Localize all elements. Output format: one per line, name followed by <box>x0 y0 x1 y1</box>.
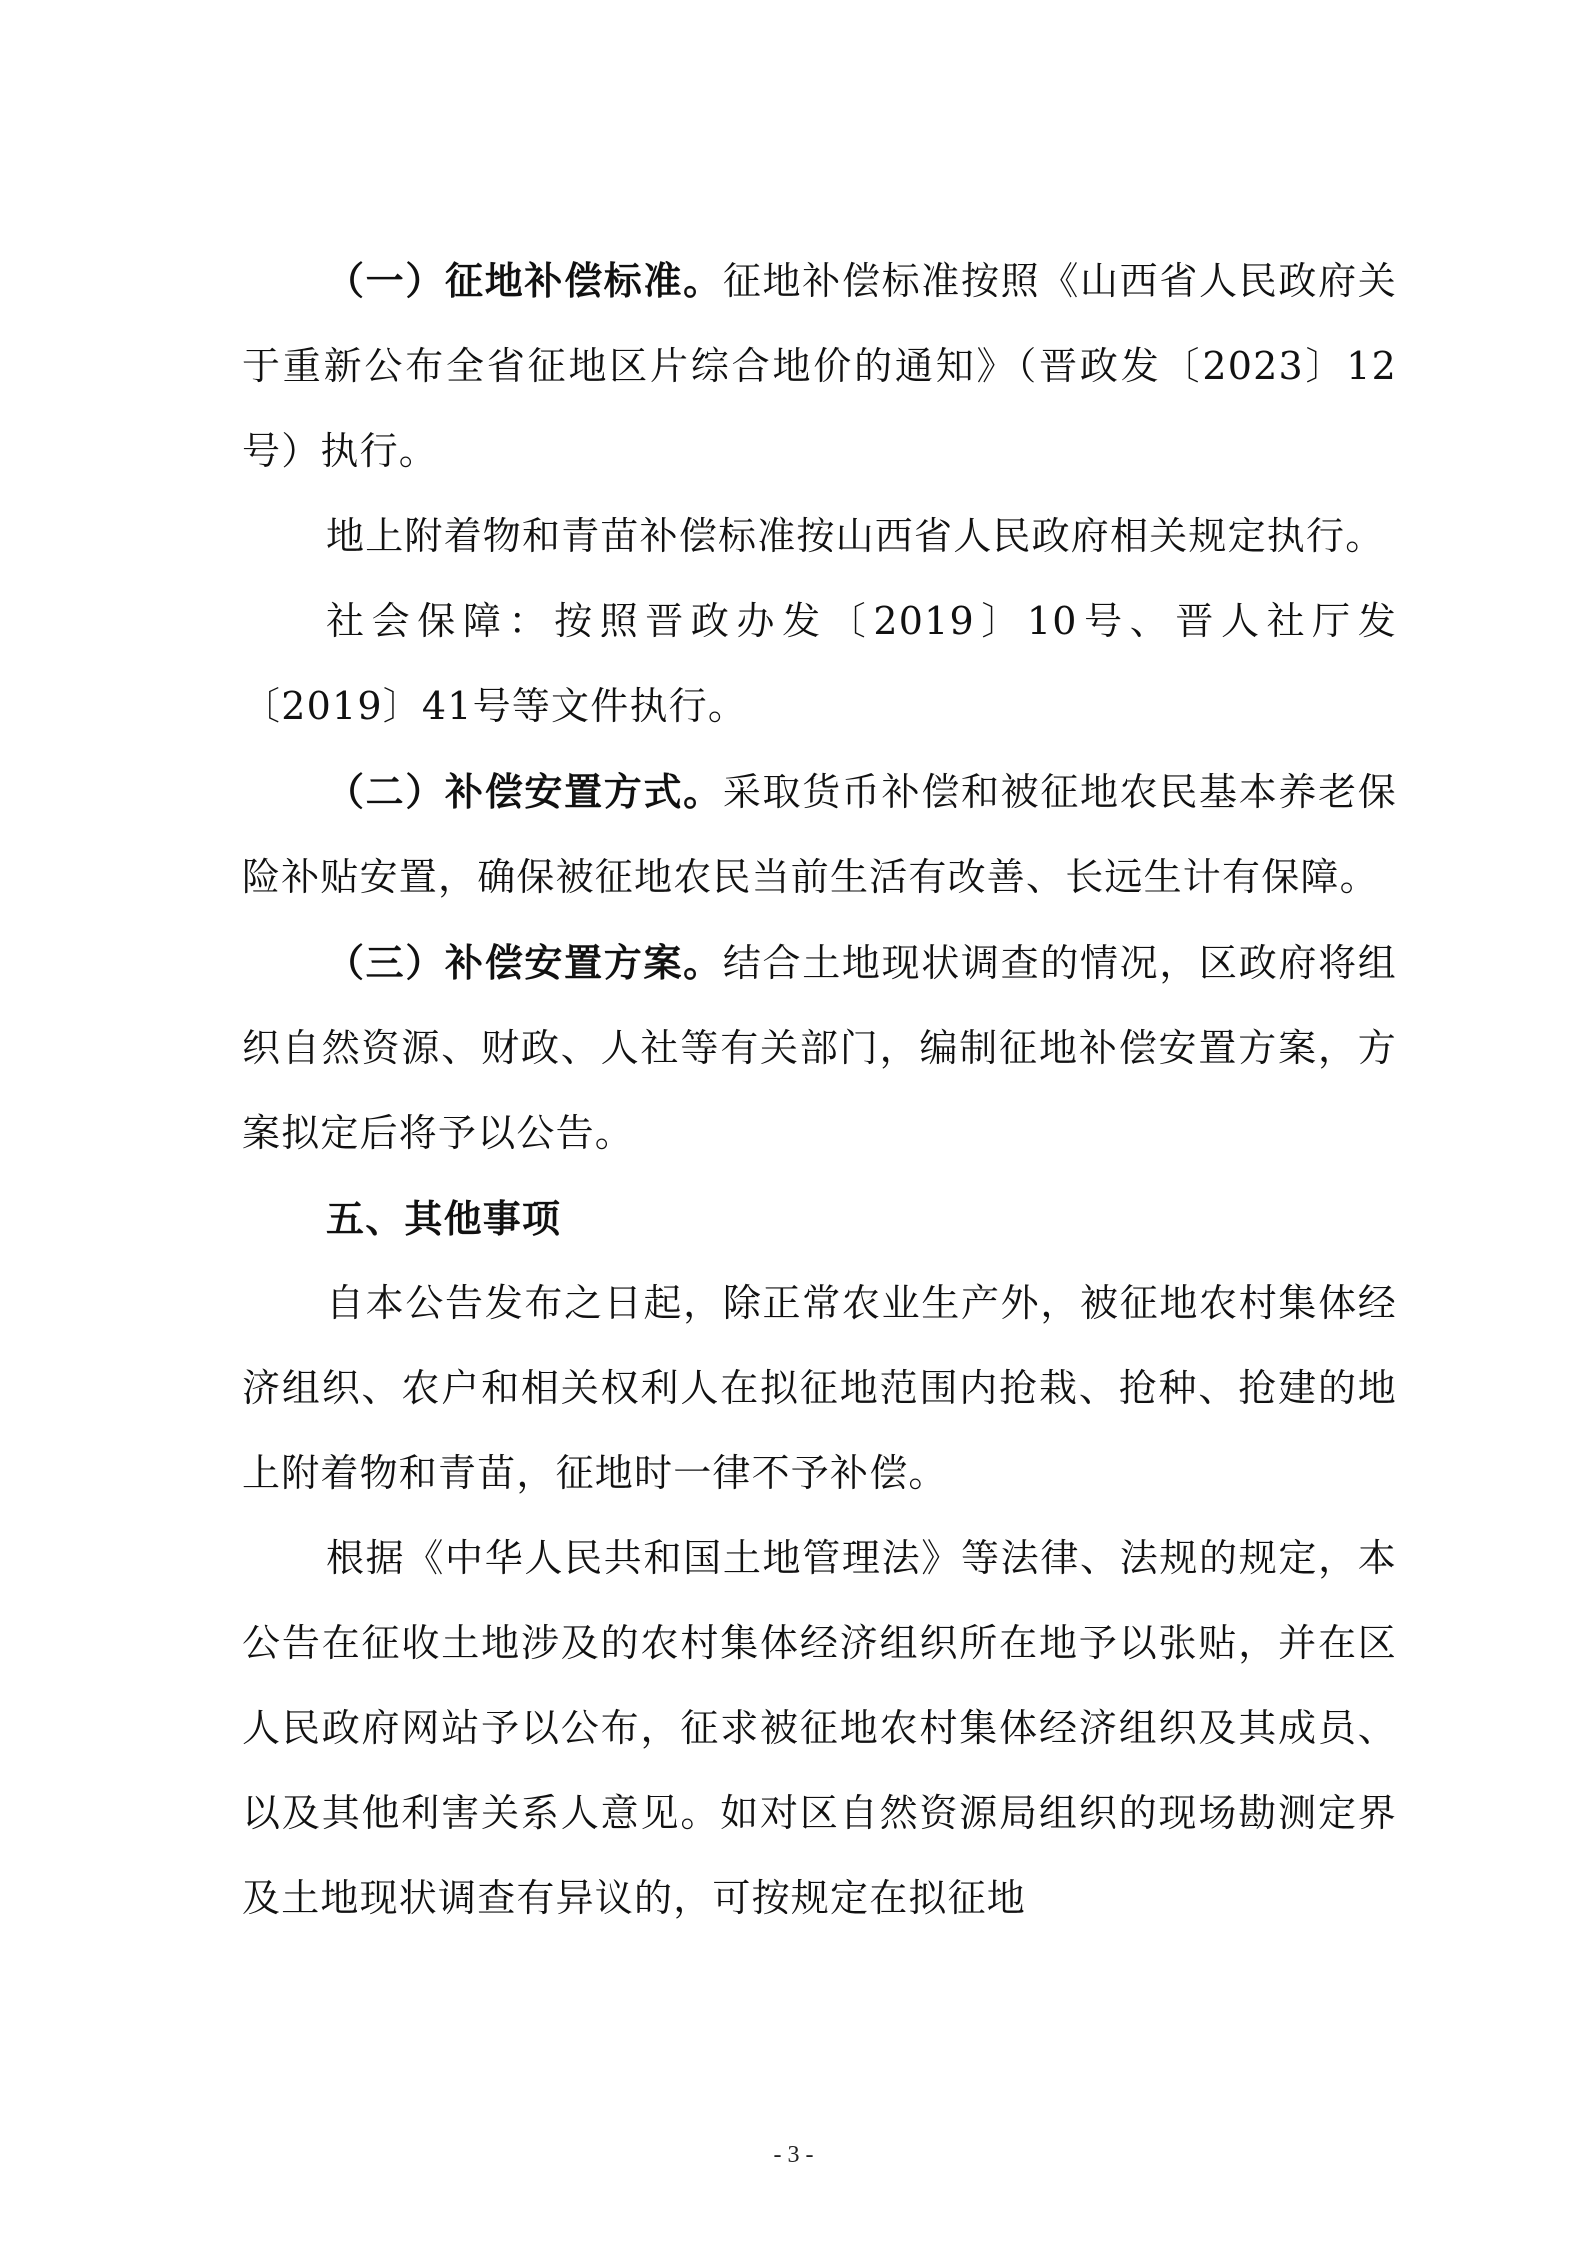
paragraph-no-compensation-notice: 自本公告发布之日起，除正常农业生产外，被征地农村集体经济组织、农户和相关权利人在拟征地范围内抢栽、抢种、抢建的地上附着物和青苗，征地时一律不予补偿。 <box>242 1281 1397 1495</box>
section-heading-other-matters: 五、其他事项 <box>326 1196 562 1241</box>
subheading-compensation-standard: （一）征地补偿标准。 <box>326 258 723 303</box>
paragraph-text: 结合土地现状调查的情况，区政府将组织自然资源、财政、人社等有关部门，编制征地补偿安置方案，方案拟定后将予以公告。 <box>242 941 1397 1155</box>
subheading-resettlement-plan: （三）补偿安置方案。 <box>326 940 723 985</box>
paragraph-text: 地上附着物和青苗补偿标准按山西省人民政府相关规定执行。 <box>326 514 1385 558</box>
subheading-resettlement-method: （二）补偿安置方式。 <box>326 769 723 814</box>
paragraph-resettlement-plan <box>242 920 1397 1176</box>
paragraph-text: 采取货币补偿和被征地农民基本养老保险补贴安置，确保被征地农民当前生活有改善、长远生计有保障。 <box>242 770 1397 899</box>
paragraph-text: 社会保障：按照晋政办发〔2019〕10号、晋人社厅发〔2019〕41号等文件执行。 <box>242 599 1397 728</box>
document-body <box>242 238 1397 1941</box>
paragraph-legal-basis: 根据《中华人民共和国土地管理法》等法律、法规的规定，本公告在征收土地涉及的农村集体经济组织所在地予以张贴，并在区人民政府网站予以公布，征求被征地农村集体经济组织及其成员、以及其他利害关系人意见。如对区自然资源局组织的现场勘测定界及土地现状调查有异议的，可按规定在拟征地 <box>242 1536 1397 1920</box>
paragraph-text: 征地补偿标准按照《山西省人民政府关于重新公布全省征地区片综合地价的通知》（晋政发〔2023〕12号）执行。 <box>242 259 1397 473</box>
paragraph-resettlement-method <box>242 749 1397 920</box>
page-number: - 3 - <box>773 2142 814 2168</box>
paragraph-compensation-standard <box>242 238 1397 494</box>
paragraph-attachments-crops <box>242 494 1397 579</box>
paragraph-social-security <box>242 579 1397 749</box>
